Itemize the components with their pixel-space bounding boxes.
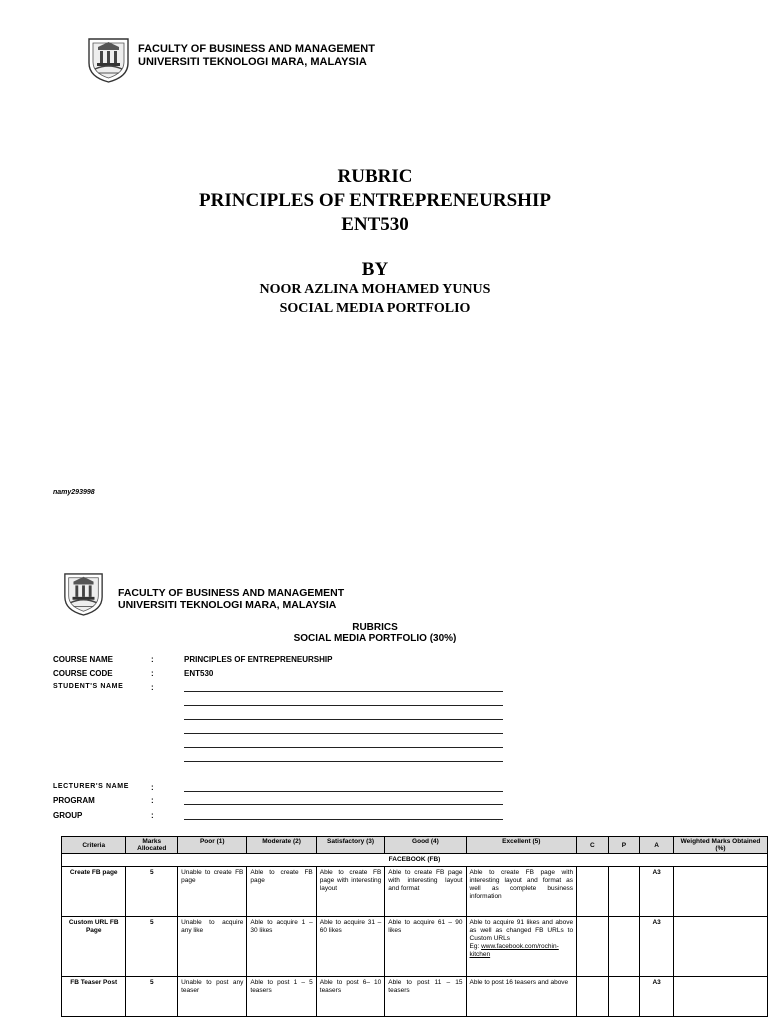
marks-cell: 5: [126, 977, 178, 1017]
a-cell: A3: [640, 917, 674, 977]
criteria-cell: Create FB page: [62, 867, 126, 917]
group-line[interactable]: [184, 819, 503, 820]
p-cell[interactable]: [608, 867, 640, 917]
header-criteria: Criteria: [62, 837, 126, 854]
course-code-value: ENT530: [184, 669, 214, 678]
table-header-row: [62, 837, 768, 854]
section-row: [62, 854, 768, 867]
satisfactory-cell: Able to acquire 31 – 60 likes: [316, 917, 385, 977]
excellent-cell: Able to create FB page with interesting layout and format as well as complete business information: [466, 867, 577, 917]
page2-university-name: UNIVERSITI TEKNOLOGI MARA, MALAYSIA: [118, 599, 337, 611]
c-cell[interactable]: [577, 977, 609, 1017]
good-cell: Able to create FB page with interesting layout and format: [385, 867, 466, 917]
good-cell: Able to acquire 61 – 90 likes: [385, 917, 466, 977]
example-prefix: Eg:: [469, 943, 480, 950]
weighted-cell[interactable]: [673, 917, 767, 977]
c-cell[interactable]: [577, 917, 609, 977]
student-name-label: STUDENT'S NAME: [53, 683, 124, 690]
header-poor: Poor (1): [178, 837, 247, 854]
section-facebook: FACEBOOK (FB): [62, 854, 768, 867]
poor-cell: Unable to post any teaser: [178, 977, 247, 1017]
excellent-cell: Able to post 16 teasers and above: [466, 977, 577, 1017]
example-link[interactable]: www.facebook.com/rochin-kitchen: [469, 943, 559, 958]
cover-title-course: PRINCIPLES OF ENTREPRENEURSHIP: [199, 190, 551, 211]
cover-author: NOOR AZLINA MOHAMED YUNUS: [259, 282, 491, 297]
group-label: GROUP: [53, 811, 83, 820]
university-name: UNIVERSITI TEKNOLOGI MARA, MALAYSIA: [138, 56, 367, 68]
uitm-crest-logo: [86, 37, 131, 83]
a-cell: A3: [640, 977, 674, 1017]
faculty-name: FACULTY OF BUSINESS AND MANAGEMENT: [138, 43, 375, 55]
header-p: P: [608, 837, 640, 854]
student-name-line-1[interactable]: [184, 691, 503, 692]
good-cell: Able to post 11 – 15 teasers: [385, 977, 466, 1017]
student-name-line-5[interactable]: [184, 747, 503, 748]
rubrics-subheading: SOCIAL MEDIA PORTFOLIO (30%): [293, 633, 457, 644]
excellent-example: [470, 943, 574, 959]
course-name-label: COURSE NAME: [53, 655, 114, 664]
excellent-text: Able to acquire 91 likes and above as well as changed FB URLs to Custom URLs: [469, 919, 574, 942]
satisfactory-cell: Able to post 6– 10 teasers: [316, 977, 385, 1017]
lecturer-name-line[interactable]: [184, 791, 503, 792]
colon: :: [151, 796, 154, 805]
c-cell[interactable]: [577, 867, 609, 917]
page2-faculty-name: FACULTY OF BUSINESS AND MANAGEMENT: [118, 587, 345, 599]
excellent-cell: [466, 917, 577, 977]
marks-cell: 5: [126, 917, 178, 977]
weighted-cell[interactable]: [673, 867, 767, 917]
header-c: C: [577, 837, 609, 854]
rubrics-heading: RUBRICS: [352, 622, 398, 633]
student-name-line-6[interactable]: [184, 761, 503, 762]
cover-subtitle: SOCIAL MEDIA PORTFOLIO: [279, 301, 471, 316]
header-moderate: Moderate (2): [247, 837, 316, 854]
moderate-cell: Able to acquire 1 – 30 likes: [247, 917, 316, 977]
course-name-value: PRINCIPLES OF ENTREPRENEURSHIP: [184, 655, 333, 664]
cover-title-rubric: RUBRIC: [337, 166, 413, 187]
moderate-cell: Able to create FB page: [247, 867, 316, 917]
marks-cell: 5: [126, 867, 178, 917]
course-code-label: COURSE CODE: [53, 669, 113, 678]
p-cell[interactable]: [608, 917, 640, 977]
colon: :: [151, 683, 154, 692]
header-good: Good (4): [385, 837, 466, 854]
poor-cell: Unable to create FB page: [178, 867, 247, 917]
program-label: PROGRAM: [53, 796, 95, 805]
student-name-line-3[interactable]: [184, 719, 503, 720]
header-excellent: Excellent (5): [466, 837, 577, 854]
lecturer-name-label: LECTURER'S NAME: [53, 783, 129, 790]
cover-title-code: ENT530: [341, 214, 409, 235]
header-satisfactory: Satisfactory (3): [316, 837, 385, 854]
header-marks: Marks Allocated: [126, 837, 178, 854]
poor-cell: Unable to acquire any like: [178, 917, 247, 977]
uitm-crest-logo-2: [62, 570, 105, 618]
moderate-cell: Able to post 1 – 5 teasers: [247, 977, 316, 1017]
p-cell[interactable]: [608, 977, 640, 1017]
table-row: [62, 917, 768, 977]
cover-by: BY: [361, 259, 389, 280]
program-line[interactable]: [184, 804, 503, 805]
student-name-line-4[interactable]: [184, 733, 503, 734]
rubric-table: [61, 836, 768, 1017]
criteria-cell: Custom URL FB Page: [62, 917, 126, 977]
student-name-line-2[interactable]: [184, 705, 503, 706]
watermark-id: namy293998: [53, 489, 95, 496]
a-cell: A3: [640, 867, 674, 917]
weighted-cell[interactable]: [673, 977, 767, 1017]
colon: :: [151, 811, 154, 820]
satisfactory-cell: Able to create FB page with interesting layout: [316, 867, 385, 917]
colon: :: [151, 655, 154, 664]
colon: :: [151, 669, 154, 678]
colon: :: [151, 783, 154, 792]
criteria-cell: FB Teaser Post: [62, 977, 126, 1017]
header-weighted: Weighted Marks Obtained (%): [673, 837, 767, 854]
table-row: [62, 977, 768, 1017]
table-row: [62, 867, 768, 917]
header-a: A: [640, 837, 674, 854]
